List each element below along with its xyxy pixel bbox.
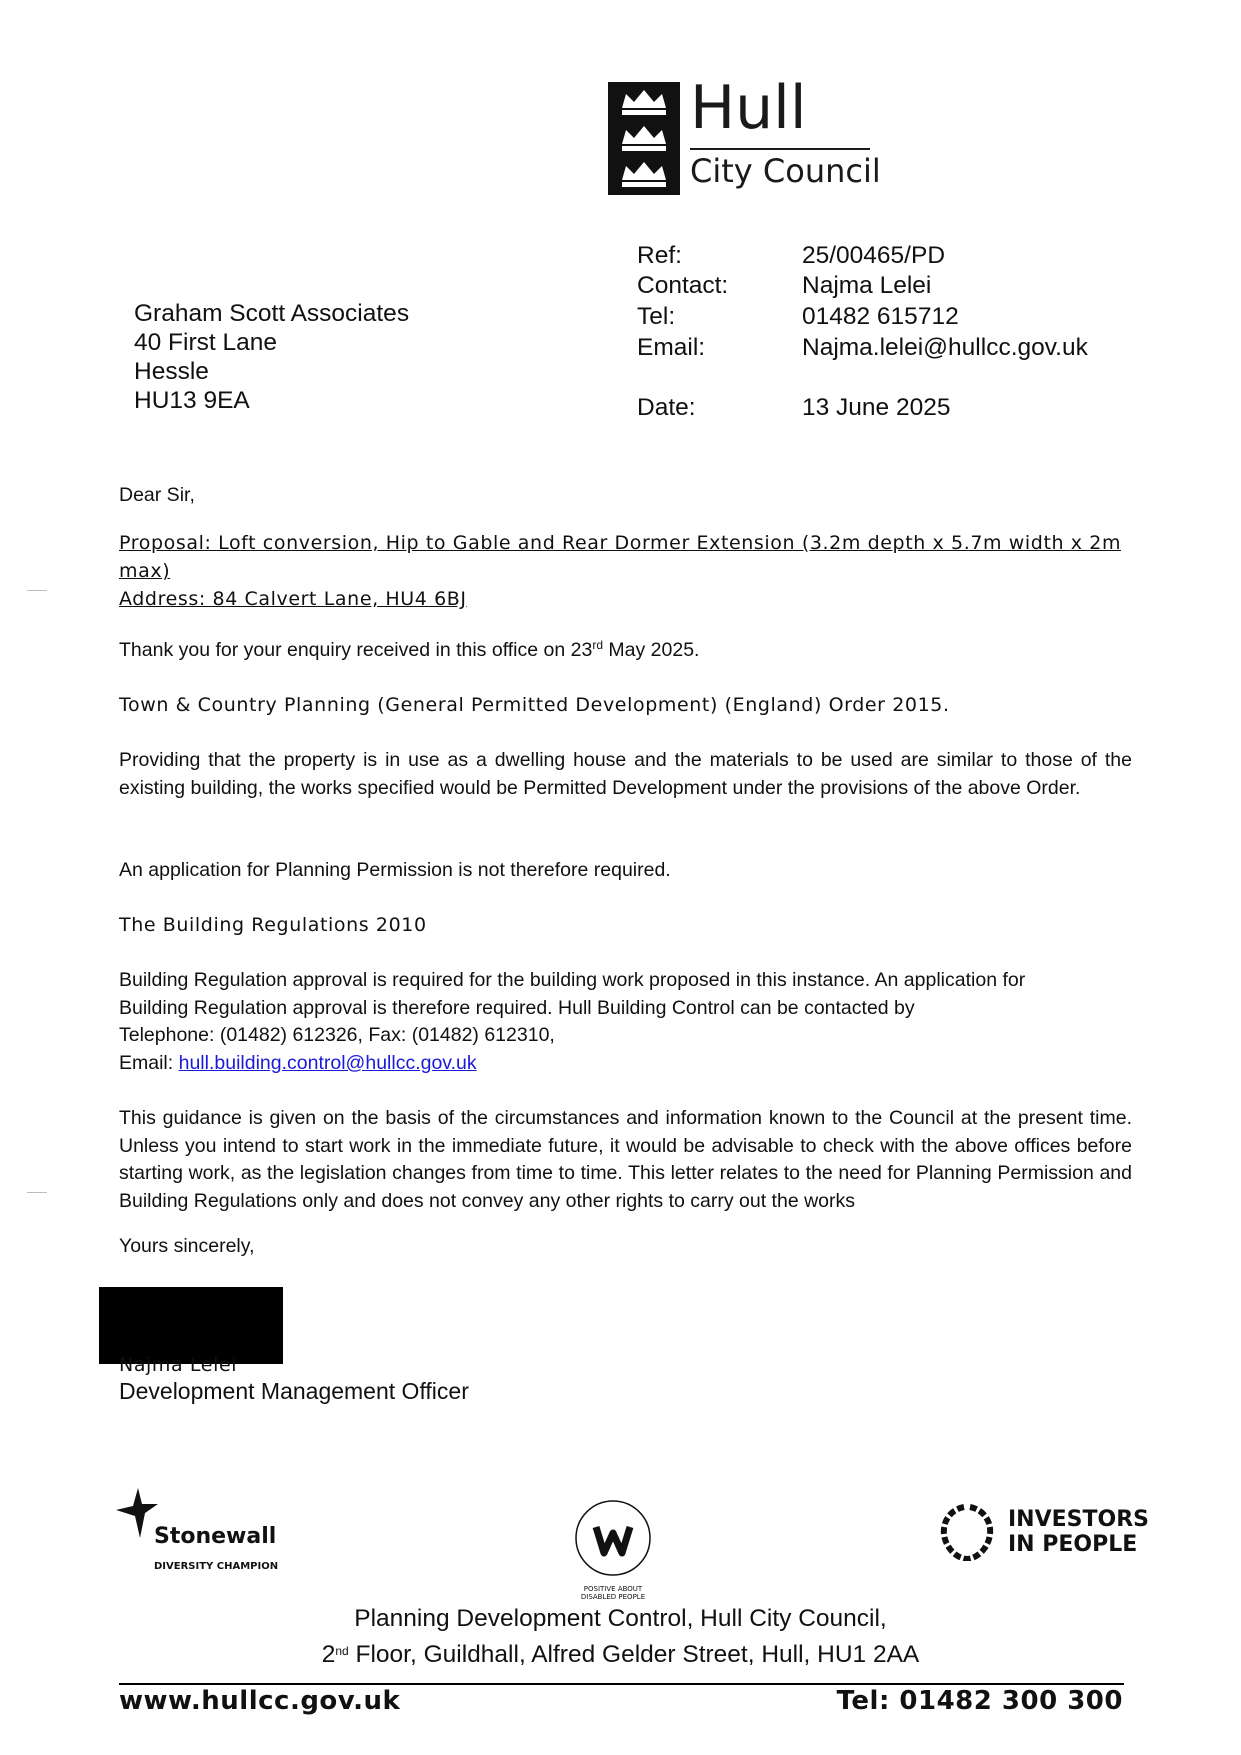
ref-value: 25/00465/PD [802, 242, 946, 269]
footer-address-line-1: Planning Development Control, Hull City Council, [354, 1605, 887, 1632]
disability-confident-badge [572, 1497, 654, 1601]
building-control-phone: Telephone: (01482) 612326, Fax: (01482) 612310, [119, 1024, 555, 1046]
building-control-email-link[interactable]: hull.building.control@hullcc.gov.uk [178, 1052, 477, 1074]
disability-badge-text: POSITIVE ABOUT DISABLED PEOPLE [580, 1585, 646, 1601]
council-crest-logo [608, 82, 680, 195]
logo-divider [690, 148, 870, 150]
investors-logo-line2: IN PEOPLE [1008, 1532, 1138, 1557]
order-heading: Town & Country Planning (General Permitted Development) (England) Order 2015. [119, 694, 950, 716]
stonewall-star-icon [116, 1488, 158, 1543]
signatory-title: Development Management Officer [119, 1378, 469, 1404]
footer-telephone: Tel: 01482 300 300 [836, 1686, 1123, 1716]
guidance-paragraph: This guidance is given on the basis of the circumstances and information known to the Council at the present time. Unless you intend to start work in the immediate future, it would be advisable to check with the above offices before starting work, as the legislation changes from time to time. This letter relates to the need for Planning Permission and Building Regulations only and does not convey any other rights to carry out the works [119, 1107, 1132, 1213]
closing: Yours sincerely, [119, 1235, 255, 1257]
tel-value: 01482 615712 [802, 303, 959, 330]
footer-website[interactable]: www.hullcc.gov.uk [119, 1686, 401, 1716]
disability-badge-icon [572, 1497, 654, 1579]
application-not-required: An application for Planning Permission is not therefore required. [119, 859, 671, 881]
proposal-line: Proposal: Loft conversion, Hip to Gable and Rear Dormer Extension (3.2m depth x 5.7m width x 2m [119, 532, 1122, 554]
stonewall-tagline: DIVERSITY CHAMPION [154, 1561, 279, 1572]
margin-mark [27, 1192, 47, 1193]
salutation: Dear Sir, [119, 484, 195, 506]
contact-label: Contact: [637, 272, 729, 299]
building-regs-line-2: Building Regulation approval is therefore required. Hull Building Control can be contacted by [119, 997, 915, 1019]
building-regs-heading: The Building Regulations 2010 [119, 914, 427, 936]
recipient-town: Hessle [134, 358, 209, 385]
ref-label: Ref: [637, 242, 682, 269]
date-value: 13 June 2025 [802, 394, 951, 421]
stonewall-logo-text: Stonewall [154, 1524, 277, 1549]
date-label: Date: [637, 394, 696, 421]
investors-laurel-icon [934, 1503, 1000, 1566]
email-value: Najma.lelei@hullcc.gov.uk [802, 334, 1088, 361]
building-control-email-line: Email: hull.building.control@hullcc.gov.uk [119, 1052, 477, 1074]
email-label: Email: [637, 334, 706, 361]
logo-title: Hull [690, 73, 807, 143]
proposal-line-continued: max) [119, 560, 171, 582]
tel-label: Tel: [637, 303, 676, 330]
margin-mark [27, 590, 47, 591]
permitted-development-paragraph: Providing that the property is in use as a dwelling house and the materials to be used are similar to those of the existing building, the works specified would be Permitted Development under the provisions of the above Order. [119, 749, 1132, 799]
investors-logo-line1: INVESTORS [1008, 1507, 1149, 1532]
logo-subtitle: City Council [690, 152, 881, 190]
footer-divider [119, 1683, 1124, 1685]
enquiry-thanks: Thank you for your enquiry received in this office on 23rd May 2025. [119, 638, 700, 661]
recipient-name: Graham Scott Associates [134, 300, 410, 327]
signatory-name: Najma Lelei [119, 1354, 238, 1376]
footer-address-line-2: 2nd Floor, Guildhall, Alfred Gelder Street, Hull, HU1 2AA [321, 1641, 920, 1668]
recipient-street: 40 First Lane [134, 329, 277, 356]
recipient-postcode: HU13 9EA [134, 387, 250, 414]
contact-value: Najma Lelei [802, 272, 932, 299]
site-address-line: Address: 84 Calvert Lane, HU4 6BJ [119, 588, 467, 610]
building-regs-line-1: Building Regulation approval is required for the building work proposed in this instance. An application for [119, 969, 1026, 991]
crowns-icon [608, 82, 680, 195]
